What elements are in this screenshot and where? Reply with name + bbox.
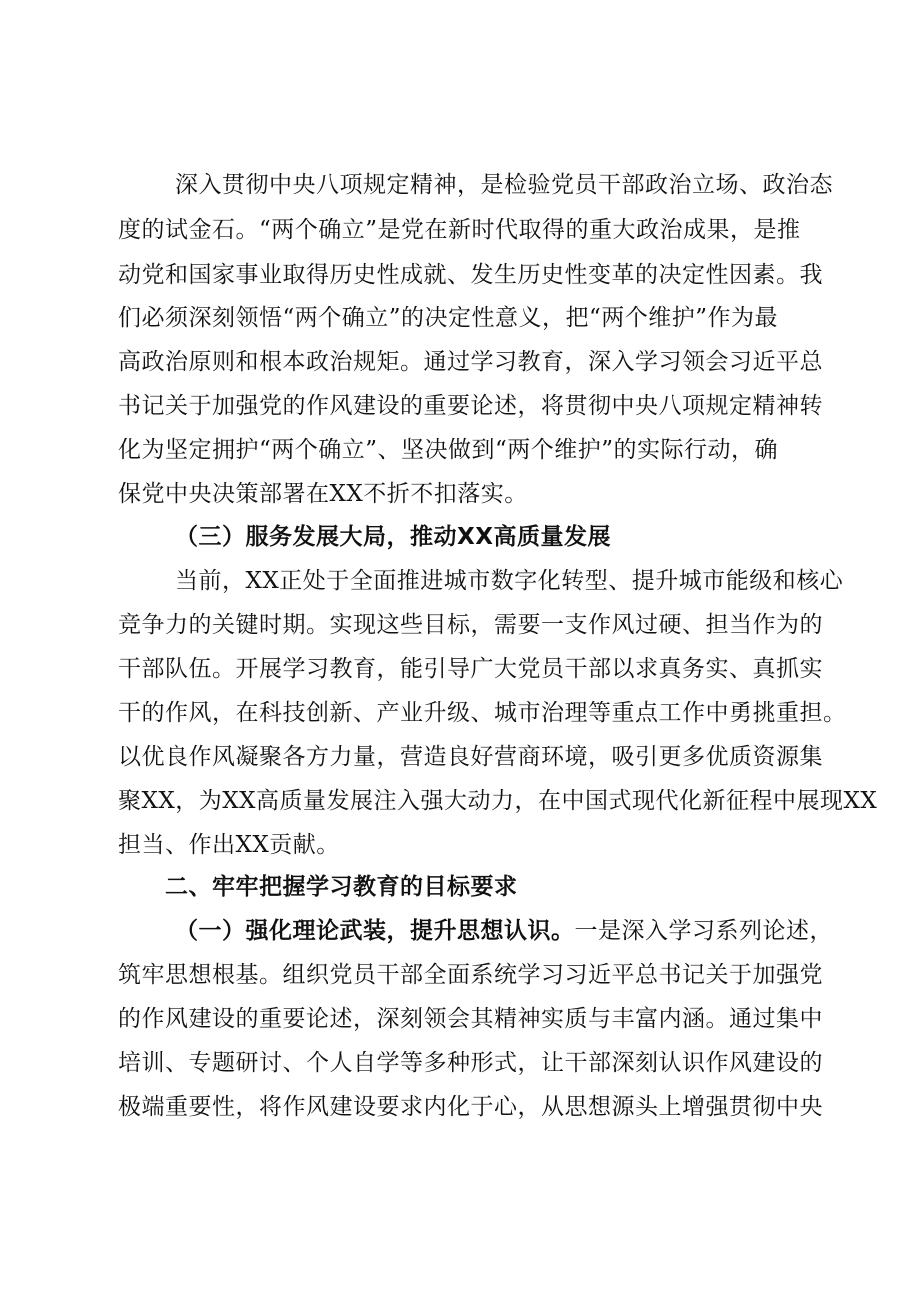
paragraph-line: 极端重要性，将作风建设要求内化于心，从思想源头上增强贯彻中央 xyxy=(118,1094,823,1120)
paragraph-line: 书记关于加强党的作风建设的重要论述，将贯彻中央八项规定精神转 xyxy=(118,393,823,419)
paragraph-line: 深入贯彻中央八项规定精神，是检验党员干部政治立场、政治态 xyxy=(175,172,833,198)
paragraph-line: 以优良作风凝聚各方力量，营造良好营商环境，吸引更多优质资源集 xyxy=(118,744,823,770)
paragraph-line: 干部队伍。开展学习教育，能引导广大党员干部以求真务实、真抓实 xyxy=(118,656,823,682)
paragraph-lead-rest: 一是深入学习系列论述， xyxy=(574,918,833,944)
paragraph-line: 培训、专题研讨、个人自学等多种形式，让干部深刻认识作风建设的 xyxy=(118,1050,823,1076)
paragraph-line: 保党中央决策部署在XX不折不扣落实。 xyxy=(118,481,528,507)
paragraph-line: 当前，XX正处于全面推进城市数字化转型、提升城市能级和核心 xyxy=(175,568,844,594)
paragraph-line: 的作风建设的重要论述，深刻领会其精神实质与丰富内涵。通过集中 xyxy=(118,1006,823,1032)
paragraph-line: 聚XX，为XX高质量发展注入强大动力，在中国式现代化新征程中展现XX xyxy=(118,788,878,814)
section-heading: 二、牢牢把握学习教育的目标要求 xyxy=(165,874,518,900)
paragraph-line: 动党和国家事业取得历史性成就、发生历史性变革的决定性因素。我 xyxy=(118,262,823,288)
paragraph-line: 竞争力的关键时期。实现这些目标，需要一支作风过硬、担当作为的 xyxy=(118,612,823,638)
paragraph-line: 化为坚定拥护“两个确立”、坚决做到“两个维护”的实际行动，确 xyxy=(118,437,779,463)
paragraph-line: 担当、作出XX贡献。 xyxy=(118,832,340,858)
paragraph-line: 高政治原则和根本政治规矩。通过学习教育，深入学习领会习近平总 xyxy=(118,349,823,375)
paragraph-lead-bold: （一）强化理论武装，提升思想认识。 xyxy=(175,918,575,944)
subheading: （三）服务发展大局，推动XX高质量发展 xyxy=(175,524,611,550)
paragraph-first-line xyxy=(175,916,833,946)
paragraph-line: 干的作风，在科技创新、产业升级、城市治理等重点工作中勇挑重担。 xyxy=(118,700,847,726)
paragraph-line: 筑牢思想根基。组织党员干部全面系统学习习近平总书记关于加强党 xyxy=(118,962,823,988)
paragraph-line: 度的试金石。“两个确立”是党在新时代取得的重大政治成果，是推 xyxy=(118,217,801,243)
paragraph-line: 们必须深刻领悟“两个确立”的决定性意义，把“两个维护”作为最 xyxy=(118,305,779,331)
